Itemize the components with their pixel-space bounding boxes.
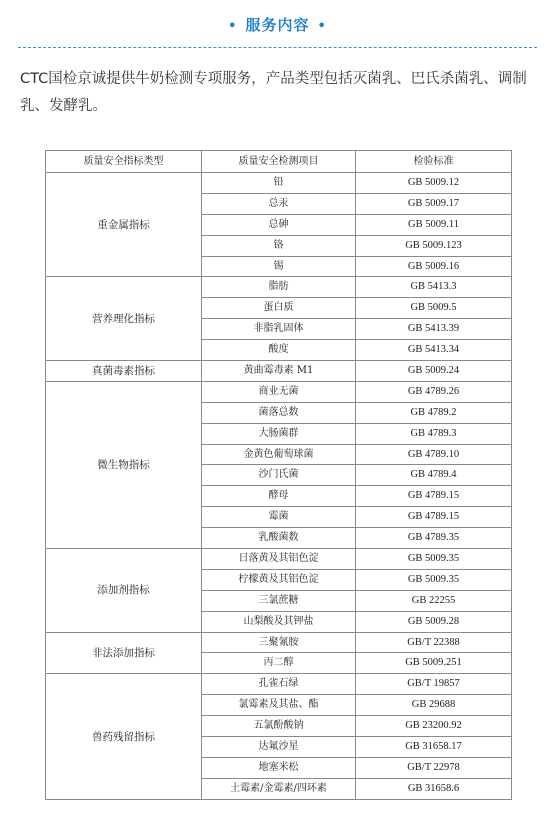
column-header-standard: 检验标准 xyxy=(356,151,512,173)
test-item-cell: 山梨酸及其钾盐 xyxy=(202,611,356,632)
standard-cell: GB 4789.15 xyxy=(356,486,512,507)
standard-cell: GB 23200.92 xyxy=(356,716,512,737)
standard-cell: GB 5413.34 xyxy=(356,340,512,361)
standards-table-wrapper xyxy=(45,150,511,800)
test-item-cell: 总汞 xyxy=(202,193,356,214)
test-item-cell: 酵母 xyxy=(202,486,356,507)
standard-cell: GB 5009.28 xyxy=(356,611,512,632)
standard-cell: GB 22255 xyxy=(356,590,512,611)
standard-cell: GB 5009.11 xyxy=(356,214,512,235)
section-title-text: 服务内容 xyxy=(245,16,310,34)
standard-cell: GB 5413.39 xyxy=(356,319,512,340)
table-row xyxy=(46,632,512,653)
intro-paragraph: CTC国检京诚提供牛奶检测专项服务，产品类型包括灭菌乳、巴氏杀菌乳、调制乳、发酵乳。 xyxy=(20,71,527,114)
test-item-cell: 酸度 xyxy=(202,340,356,361)
test-item-cell: 达氟沙星 xyxy=(202,737,356,758)
standard-cell: GB 5009.16 xyxy=(356,256,512,277)
table-body xyxy=(46,173,512,800)
table-row xyxy=(46,173,512,194)
category-cell: 兽药残留指标 xyxy=(46,674,202,799)
standard-cell: GB 4789.2 xyxy=(356,402,512,423)
standard-cell: GB/T 22978 xyxy=(356,757,512,778)
test-item-cell: 商业无菌 xyxy=(202,381,356,402)
test-item-cell: 五氯酚酸钠 xyxy=(202,716,356,737)
test-item-cell: 地塞米松 xyxy=(202,757,356,778)
standard-cell: GB 5009.35 xyxy=(356,569,512,590)
test-item-cell: 蛋白质 xyxy=(202,298,356,319)
test-item-cell: 霉菌 xyxy=(202,507,356,528)
standard-cell: GB 4789.3 xyxy=(356,423,512,444)
bullet-icon: • xyxy=(317,19,327,34)
standard-cell: GB/T 22388 xyxy=(356,632,512,653)
standard-cell: GB 4789.4 xyxy=(356,465,512,486)
test-item-cell: 菌落总数 xyxy=(202,402,356,423)
test-item-cell: 非脂乳固体 xyxy=(202,319,356,340)
standards-table xyxy=(45,150,512,800)
standard-cell: GB 4789.15 xyxy=(356,507,512,528)
dashed-divider xyxy=(18,47,537,48)
table-row xyxy=(46,381,512,402)
standard-cell: GB 31658.17 xyxy=(356,737,512,758)
category-cell: 真菌毒素指标 xyxy=(46,361,202,382)
test-item-cell: 黄曲霉毒素 M1 xyxy=(202,361,356,382)
category-cell: 营养理化指标 xyxy=(46,277,202,361)
standard-cell: GB 5009.17 xyxy=(356,193,512,214)
table-header-row xyxy=(46,151,512,173)
test-item-cell: 乳酸菌数 xyxy=(202,528,356,549)
category-cell: 非法添加指标 xyxy=(46,632,202,674)
standard-cell: GB 5009.123 xyxy=(356,235,512,256)
standard-cell: GB 29688 xyxy=(356,695,512,716)
table-row xyxy=(46,277,512,298)
standard-cell: GB 5413.3 xyxy=(356,277,512,298)
test-item-cell: 沙门氏菌 xyxy=(202,465,356,486)
category-cell: 添加剂指标 xyxy=(46,549,202,633)
standard-cell: GB 4789.26 xyxy=(356,381,512,402)
test-item-cell: 金黄色葡萄球菌 xyxy=(202,444,356,465)
standard-cell: GB 4789.35 xyxy=(356,528,512,549)
bullet-icon: • xyxy=(228,19,238,34)
test-item-cell: 柠檬黄及其铝色淀 xyxy=(202,569,356,590)
table-row xyxy=(46,361,512,382)
test-item-cell: 脂肪 xyxy=(202,277,356,298)
standard-cell: GB 5009.251 xyxy=(356,653,512,674)
test-item-cell: 丙二醇 xyxy=(202,653,356,674)
test-item-cell: 三氯蔗糖 xyxy=(202,590,356,611)
standard-cell: GB 5009.24 xyxy=(356,361,512,382)
standard-cell: GB 5009.5 xyxy=(356,298,512,319)
standard-cell: GB/T 19857 xyxy=(356,674,512,695)
standard-cell: GB 4789.10 xyxy=(356,444,512,465)
standard-cell: GB 5009.35 xyxy=(356,549,512,570)
standard-cell: GB 31658.6 xyxy=(356,778,512,799)
test-item-cell: 铬 xyxy=(202,235,356,256)
test-item-cell: 总砷 xyxy=(202,214,356,235)
section-title xyxy=(0,14,555,35)
test-item-cell: 日落黄及其铝色淀 xyxy=(202,549,356,570)
test-item-cell: 铅 xyxy=(202,173,356,194)
test-item-cell: 大肠菌群 xyxy=(202,423,356,444)
column-header-item: 质量安全检测项目 xyxy=(202,151,356,173)
category-cell: 微生物指标 xyxy=(46,381,202,548)
test-item-cell: 土霉素/金霉素/四环素 xyxy=(202,778,356,799)
test-item-cell: 氯霉素及其盐、酯 xyxy=(202,695,356,716)
standard-cell: GB 5009.12 xyxy=(356,173,512,194)
table-row xyxy=(46,674,512,695)
table-row xyxy=(46,549,512,570)
test-item-cell: 锡 xyxy=(202,256,356,277)
test-item-cell: 三聚氰胺 xyxy=(202,632,356,653)
column-header-category: 质量安全指标类型 xyxy=(46,151,202,173)
category-cell: 重金属指标 xyxy=(46,173,202,277)
test-item-cell: 孔雀石绿 xyxy=(202,674,356,695)
